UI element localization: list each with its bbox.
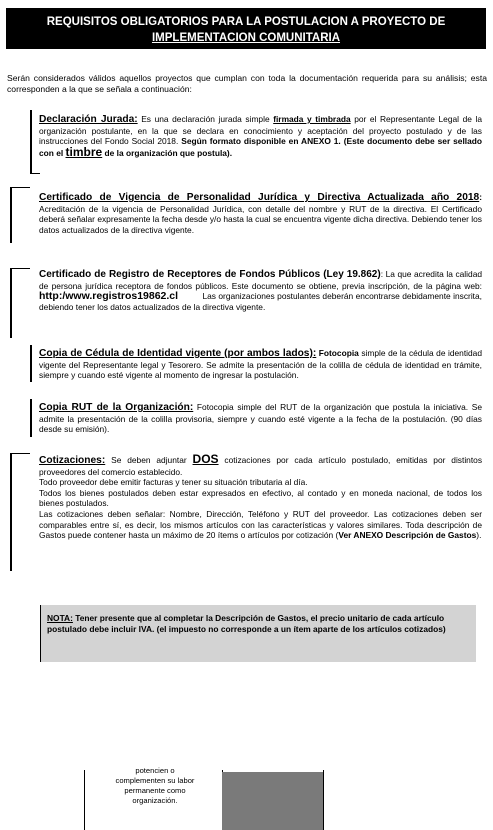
section-copia-cedula: Copia de Cédula de Identidad vigente (por ambos lados): Fotocopia simple de la cédula de identidad vigente del Representante legal y Tesorero. Se admite la presentación de la colilla de cédula de identidad en trámite, siempre y cuando esté vigente al momento de ingresar la postulación. (39, 348, 482, 381)
section-title: Copia de Cédula de Identidad vigente (por ambos lados): (39, 348, 317, 359)
intro-paragraph: Serán considerados válidos aquellos proyectos que cumplan con toda la documentación requerida para su análisis; esta corresponden a la que se señala a continuación: (7, 73, 487, 94)
table-border-line (323, 770, 324, 830)
section-bracket-top (10, 268, 30, 269)
section-title: Certificado de Registro de Receptores de Fondos Públicos (Ley 19.862) (39, 269, 381, 280)
section-bracket-foot (30, 173, 40, 174)
section-title: Cotizaciones: (39, 455, 106, 466)
dos-emphasis: DOS (192, 452, 219, 466)
section-title: Copia RUT de la Organización: (39, 402, 194, 413)
section-bracket-top (10, 187, 30, 188)
section-bracket-line (10, 187, 12, 243)
registry-link[interactable]: http:/www.registros19862.cl (39, 290, 179, 303)
section-copia-rut: Copia RUT de la Organización: Fotocopia simple del RUT de la organización que postula la iniciativa. Se admite la presentación de la colilla provisoria, siempre y cuando esté vigente a la fecha de la postulación. (90 días desde su emisión). (39, 402, 483, 435)
section-bracket-line (10, 453, 12, 571)
section-declaracion-jurada: Declaración Jurada: Es una declaración jurada simple firmada y timbrada por el Representante Legal de la organización postulante, en la que se declara en conocimiento y aceptación del proyecto postulado y de las instrucciones del Fondo Social 2018. Según formato disponible en ANEXO 1. (Este documento debe ser sellado con el timbre de la organización que postula). (39, 114, 483, 159)
table-border-line (84, 770, 85, 830)
section-bracket-line (30, 110, 32, 174)
section-bracket-line (30, 345, 32, 382)
table-cell-text: potencien o complementen su labor permanente como organización. (115, 766, 195, 805)
table-shaded-cell (222, 772, 323, 830)
section-title: Certificado de Vigencia de Personalidad Jurídica y Directiva Actualizada año 2018 (39, 192, 480, 203)
section-title: Declaración Jurada: (39, 114, 138, 125)
header-title-line2: IMPLEMENTACION COMUNITARIA (151, 32, 341, 44)
section-certificado-registro: Certificado de Registro de Receptores de Fondos Públicos (Ley 19.862): La que acredita la calidad de persona jurídica receptora de fondos públicos. Este documento se obtiene, previa inscripción, de la página web: http:/www.registros19862.cl Las organizaciones postulantes deberán encontrarse debidamente inscrita, debiendo tener los datos actualizados de la directiva vigente. (39, 269, 485, 312)
note-label: NOTA: (47, 613, 73, 623)
section-bracket-line (30, 399, 32, 437)
note-box (40, 605, 476, 662)
section-cotizaciones: Cotizaciones: Se deben adjuntar DOS cotizaciones por cada artículo postulado, emitidas por distintos proveedores del comercio establecido. Todo proveedor debe emitir facturas y tener su situación tributaria al día. Todos los bienes postulados deben estar expresados en efectivo, al contado y en moneda nacional, de todos los bienes postulados. Las cotizaciones deben señalar: Nombre, Dirección, Teléfono y RUT del proveedor. Las cotizaciones deben ser comparables entre sí, es decir, los mismos artículos con las características y valores similares. Toda descripción de Gastos puede contener hasta un máximo de 20 ítems o artículos por cotización (Ver ANEXO Descripción de Gastos). (39, 452, 483, 541)
note-text: Tener presente que al completar la Descripción de Gastos, el precio unitario de cada artículo postulado debe incluir IVA. (el impuesto no corresponde a un ítem aparte de los artículos cotizados) (47, 613, 446, 634)
header-title-line1: REQUISITOS OBLIGATORIOS PARA LA POSTULACION A PROYECTO DE (46, 16, 446, 28)
section-bracket-top (10, 453, 30, 454)
section-bracket-line (10, 268, 12, 338)
document-header (6, 8, 486, 49)
section-certificado-vigencia: Certificado de Vigencia de Personalidad Jurídica y Directiva Actualizada año 2018: Acreditación de la vigencia de Personalidad Jurídica, con detalle del nombre y RUT de la directiva. El Certificado deberá señalar expresamente la fecha desde y/o hasta la cual se encuentra vigente dicha directiva. Debiendo tener los datos actualizados de la directiva vigente. (39, 192, 482, 235)
